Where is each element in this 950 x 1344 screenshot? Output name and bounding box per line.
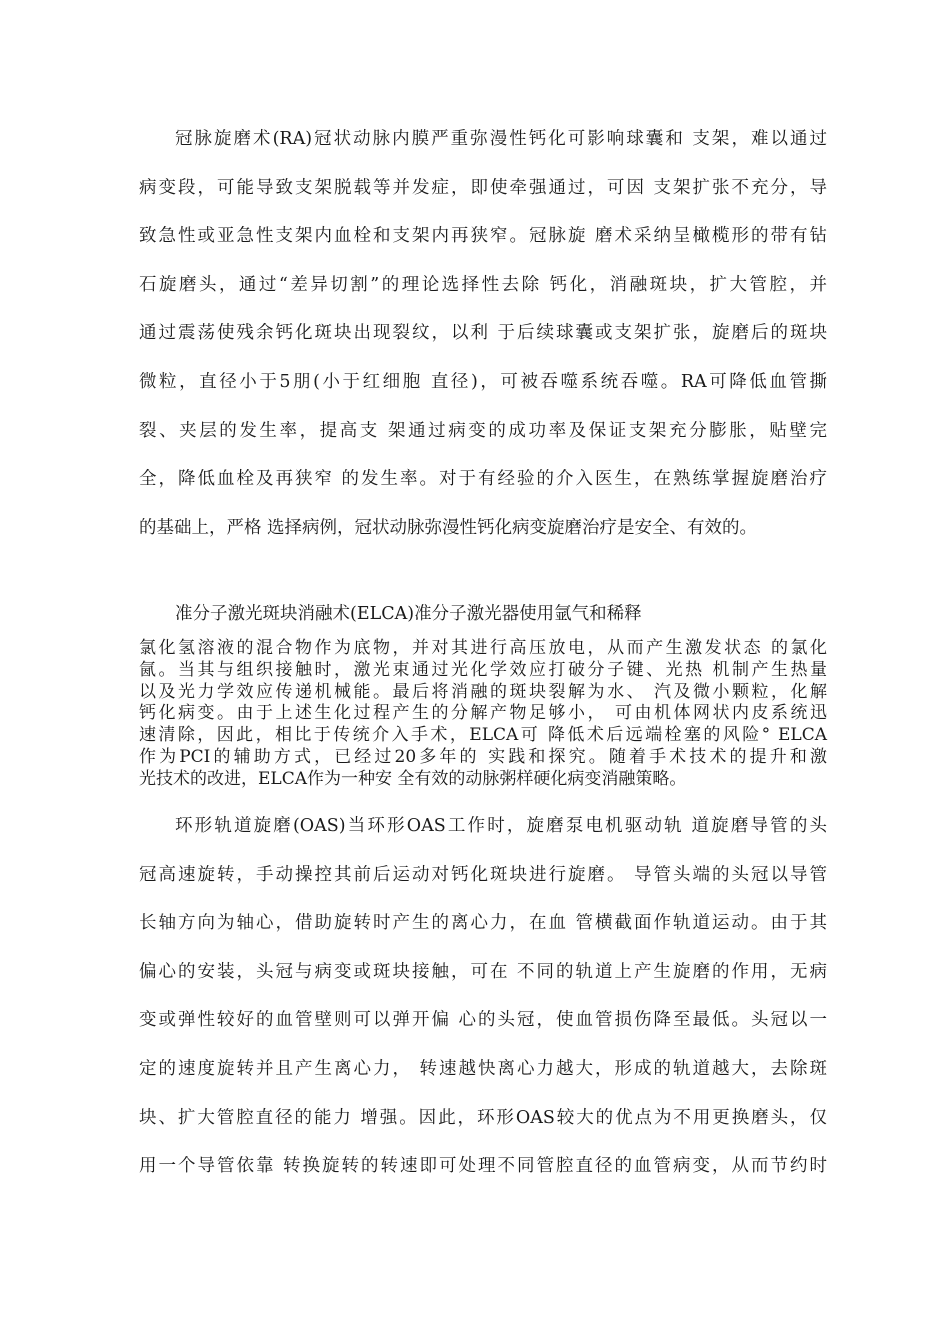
paragraph-rotational-atherectomy xyxy=(139,115,827,552)
text-line: 以及光力学效应传递机械能。最后将消融的斑块裂解为水、 汽及微小颗粒，化解 xyxy=(139,681,827,702)
text-line: 变或弹性较好的血管壁则可以弹开偏 心的头冠，使血管损伤降至最低。头冠以一 xyxy=(139,1010,827,1031)
text-line: 准分子激光斑块消融术(ELCA)准分子激光器使用氩气和稀释 xyxy=(175,604,642,624)
paragraph-orbital-atherectomy xyxy=(139,802,827,1191)
text-line: 通过震荡使残余钙化斑块出现裂纹，以利 于后续球囊或支架扩张，旋磨后的斑块 xyxy=(139,323,827,344)
text-line: 钙化病变。由于上述生化过程产生的分解产物足够小， 可由机体网状内皮系统迅 xyxy=(139,703,827,724)
text-line: 环形轨道旋磨(OAS)当环形OAS工作时，旋磨泵电机驱动轨 道旋磨导管的头 xyxy=(175,816,827,836)
text-line: 氤。当其与组织接触时，激光束通过光化学效应打破分子键、光热 机制产生热量 xyxy=(139,659,827,680)
text-line: 石旋磨头，通过“差异切割”的理论选择性去除 钙化，消融斑块，扩大管腔，并 xyxy=(139,274,827,295)
text-line: 裂、夹层的发生率，提高支 架通过病变的成功率及保证支架充分膨胀，贴壁完 xyxy=(139,420,827,441)
text-line: 冠高速旋转，手动操控其前后运动对钙化斑块进行旋磨。 导管头端的头冠以导管 xyxy=(139,864,827,885)
text-line: 的基础上，严格 选择病例，冠状动脉弥漫性钙化病变旋磨治疗是安全、有效的。 xyxy=(139,517,758,538)
text-line: 病变段，可能导致支架脱载等并发症，即使牵强通过，可因 支架扩张不充分，导 xyxy=(139,177,827,198)
text-line: 定的速度旋转并且产生离心力， 转速越快离心力越大，形成的轨道越大，去除斑 xyxy=(139,1058,827,1079)
paragraph-elca-heading xyxy=(139,590,827,639)
text-line: 作为PCI的辅助方式，已经过20多年的 实践和探究。随着手术技术的提升和激 xyxy=(139,746,827,767)
text-line: 氯化氢溶液的混合物作为底物，并对其进行高压放电，从而产生激发状态 的氯化 xyxy=(139,638,827,658)
text-line: 全，降低血栓及再狭窄 的发生率。对于有经验的介入医生，在熟练掌握旋磨治疗 xyxy=(139,469,827,490)
text-line: 速清除，因此，相比于传统介入手术，ELCA可 降低术后远端栓塞的风险° ELCA xyxy=(139,725,827,746)
text-line: 块、扩大管腔直径的能力 增强。因此，环形OAS较大的优点为不用更换磨头，仅 xyxy=(139,1107,827,1128)
text-line: 用一个导管依靠 转换旋转的转速即可处理不同管腔直径的血管病变，从而节约时 xyxy=(139,1156,827,1177)
text-line: 冠脉旋磨术(RA)冠状动脉内膜严重弥漫性钙化可影响球囊和 支架，难以通过 xyxy=(175,129,827,149)
text-line: 长轴方向为轴心，借助旋转时产生的离心力，在血 管横截面作轨道运动。由于其 xyxy=(139,913,827,934)
text-line: 致急性或亚急性支架内血栓和支架内再狭窄。冠脉旋 磨术采纳呈橄榄形的带有钻 xyxy=(139,226,827,247)
text-line: 光技术的改进，ELCA作为一种安 全有效的动脉粥样硬化病变消融策略。 xyxy=(139,768,687,789)
text-line: 微粒，直径小于5朋(小于红细胞 直径)，可被吞噬系统吞噬。RA可降低血管撕 xyxy=(139,371,827,392)
text-line: 偏心的安装，头冠与病变或斑块接触，可在 不同的轨道上产生旋磨的作用，无病 xyxy=(139,961,827,982)
paragraph-elca xyxy=(139,638,827,791)
